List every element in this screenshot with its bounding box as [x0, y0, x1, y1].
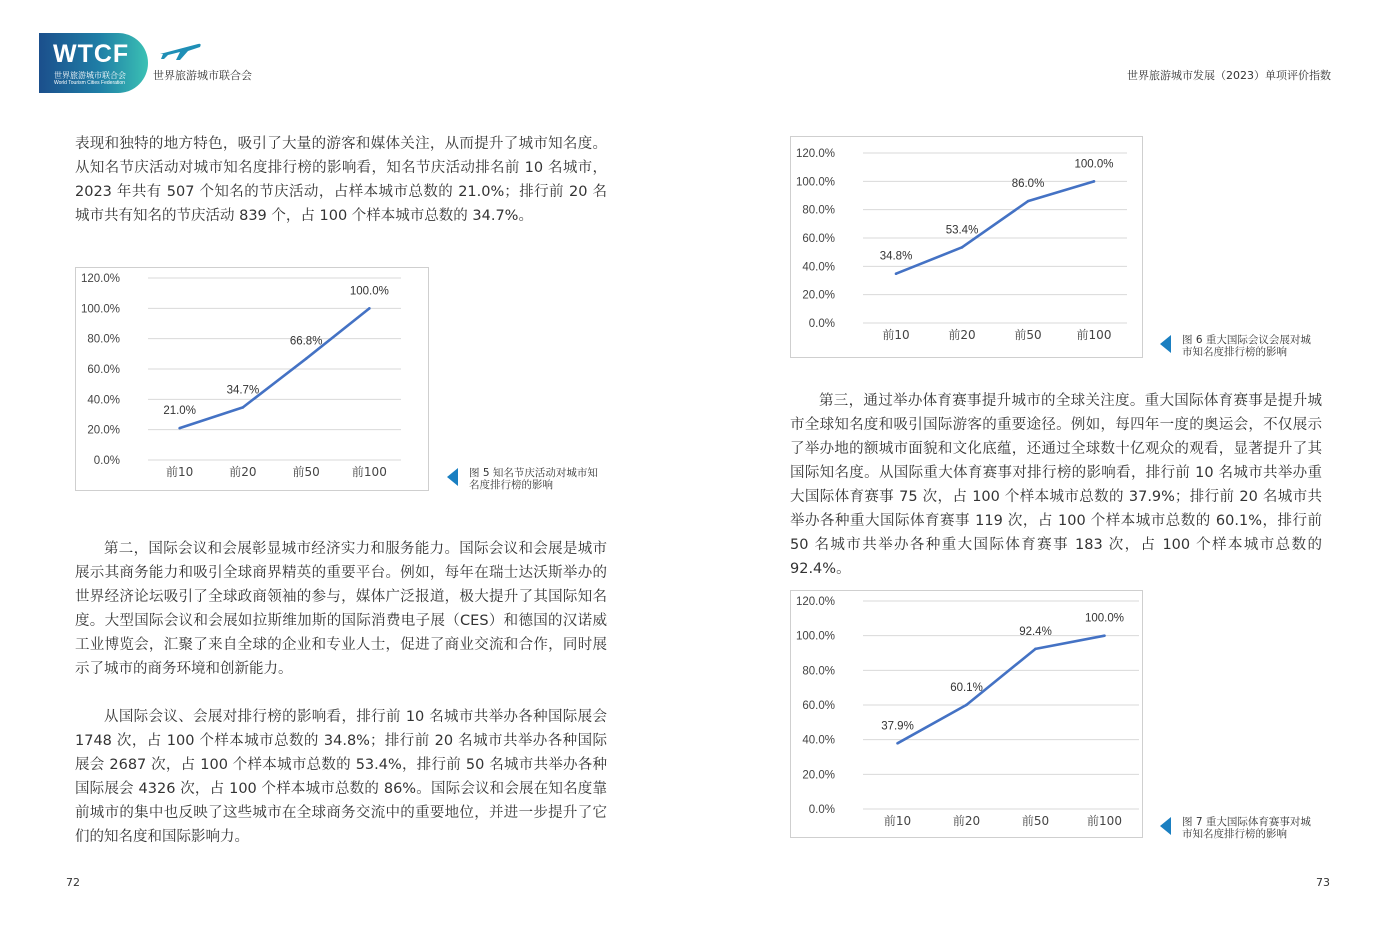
data-point: [242, 406, 245, 409]
x-tick-label: 前10: [882, 328, 910, 342]
fig7-caption-text: 图 7 重大国际体育赛事对城市知名度排行榜的影响: [1182, 816, 1311, 840]
y-tick-label: 120.0%: [795, 596, 835, 608]
data-label: 37.9%: [881, 720, 914, 733]
fig6-caption-text: 图 6 重大国际会议会展对城市知名度排行榜的影响: [1182, 334, 1311, 358]
data-point: [178, 427, 181, 430]
y-tick-label: 60.0%: [802, 700, 835, 712]
chart-fig5-svg: [76, 268, 428, 490]
caption-triangle-icon: [1160, 817, 1171, 835]
data-point: [965, 704, 968, 707]
chart-fig5: [75, 267, 429, 491]
y-tick-label: 0.0%: [93, 455, 120, 467]
chart-fig6-svg: [791, 137, 1142, 357]
series-line: [896, 181, 1094, 273]
y-tick-label: 80.0%: [802, 665, 835, 678]
x-tick-label: 前50: [1014, 328, 1042, 342]
data-point: [961, 246, 964, 249]
data-label: 100.0%: [1074, 158, 1114, 171]
chart-fig7-svg: [791, 591, 1142, 837]
fig5-caption-text: 图 5 知名节庆活动对城市知名度排行榜的影响: [469, 467, 598, 491]
x-tick-label: 前50: [1021, 814, 1050, 828]
y-tick-label: 80.0%: [802, 204, 835, 217]
y-tick-label: 60.0%: [87, 364, 120, 376]
caption-triangle-icon: [447, 468, 458, 486]
data-label: 100.0%: [349, 285, 389, 298]
data-label: 66.8%: [289, 335, 323, 348]
data-label: 100.0%: [1084, 612, 1125, 625]
data-point: [1034, 648, 1037, 651]
fig6-caption: [1160, 334, 1317, 358]
y-tick-label: 40.0%: [802, 734, 835, 747]
y-tick-label: 20.0%: [802, 289, 835, 302]
x-tick-label: 前10: [883, 814, 912, 828]
y-tick-label: 100.0%: [795, 176, 835, 189]
chart-fig7: [790, 590, 1143, 838]
data-label: 86.0%: [1011, 178, 1045, 191]
data-point: [1103, 634, 1106, 637]
y-tick-label: 120.0%: [795, 148, 835, 160]
wtcf-logo: [39, 33, 148, 93]
airplane-icon: [158, 40, 202, 62]
fig7-caption: [1160, 816, 1317, 840]
data-point: [1093, 180, 1096, 183]
x-tick-label: 前20: [948, 328, 976, 342]
x-tick-label: 前10: [165, 465, 194, 479]
x-tick-label: 前100: [1087, 814, 1122, 828]
series-line: [180, 308, 370, 428]
data-label: 60.1%: [950, 681, 983, 694]
data-label: 53.4%: [945, 224, 979, 237]
x-tick-label: 前50: [292, 465, 320, 479]
x-tick-label: 前100: [1076, 328, 1112, 342]
y-tick-label: 60.0%: [802, 233, 835, 245]
y-tick-label: 20.0%: [802, 769, 835, 782]
y-tick-label: 120.0%: [80, 273, 120, 285]
fig5-caption: [447, 467, 604, 491]
y-tick-label: 100.0%: [795, 630, 835, 643]
data-label: 92.4%: [1019, 625, 1052, 638]
data-label: 34.7%: [226, 384, 260, 397]
y-tick-label: 0.0%: [808, 804, 835, 816]
data-point: [896, 742, 899, 745]
paragraph-festival: 表现和独特的地方特色，吸引了大量的游客和媒体关注，从而提升了城市知名度。从知名节庆活动对城市知名度排行榜的影响看，知名节庆活动排名前 10 名城市，2023 年共有 507 个知名的节庆活动，占样本城市总数的 21.0%；排行前 20 名城市共有知名的节庆活动 839 个，占 100 个样本城市总数的 34.7%。: [75, 136, 607, 224]
y-tick-label: 0.0%: [808, 318, 835, 330]
logo-cn-text: 世界旅游城市联合会: [54, 71, 126, 80]
org-name: 世界旅游城市联合会: [153, 69, 252, 82]
x-tick-label: 前100: [351, 465, 387, 479]
paragraph-conference: 第二，国际会议和会展彰显城市经济实力和服务能力。国际会议和会展是城市展示其商务能力和吸引全球商界精英的重要平台。例如，每年在瑞士达沃斯举办的世界经济论坛吸引了全球政商领袖的参与，媒体广泛报道，极大提升了其国际知名度。大型国际会议和会展如拉斯维加斯的国际消费电子展（CES）和德国的汉诺威工业博览会，汇聚了来自全球的企业和专业人士，促进了商业交流和合作，同时展示了城市的商务环境和创新能力。: [75, 541, 607, 677]
data-label: 34.8%: [879, 250, 913, 263]
page-number-left: 72: [66, 876, 80, 889]
y-tick-label: 40.0%: [802, 261, 835, 274]
data-point: [368, 307, 371, 310]
data-point: [895, 272, 898, 275]
logo-en-text: World Tourism Cities Federation: [54, 80, 125, 86]
x-tick-label: 前20: [229, 465, 257, 479]
y-tick-label: 20.0%: [87, 424, 120, 437]
logo-text: WTCF: [53, 40, 130, 68]
y-tick-label: 80.0%: [87, 333, 120, 346]
data-label: 21.0%: [163, 405, 196, 418]
report-title: 世界旅游城市发展（2023）单项评价指数: [1127, 69, 1331, 82]
series-line: [898, 636, 1105, 744]
page-number-right: 73: [1316, 876, 1330, 889]
chart-fig6: [790, 136, 1143, 358]
data-point: [305, 357, 308, 360]
data-point: [1027, 200, 1030, 203]
paragraph-conference-impact: 从国际会议、会展对排行榜的影响看，排行前 10 名城市共举办各种国际展会 1748 次，占 100 个样本城市总数的 34.8%；排行前 20 名城市共举办各种国际展会 2687 次，占 100 个样本城市总数的 53.4%，排行前 50 名城市共举办各种国际展会 4326 次，占 100 个样本城市总数的 86%。国际会议和会展在知名度靠前城市的集中也反映了这些城市在全球商务交流中的重要地位，并进一步提升了它们的知名度和国际影响力。: [75, 709, 607, 845]
paragraph-sports: 第三，通过举办体育赛事提升城市的全球关注度。重大国际体育赛事是提升城市全球知名度和吸引国际游客的重要途径。例如，每四年一度的奥运会，不仅展示了举办地的额城市面貌和文化底蕴，还通过全球数十亿观众的观看，显著提升了其国际知名度。从国际重大体育赛事对排行榜的影响看，排行前 10 名城市共举办重大国际体育赛事 75 次，占 100 个样本城市总数的 37.9%；排行前 20 名城市共举办各种重大国际体育赛事 119 次，占 100 个样本城市总数的 60.1%，排行前 50 名城市共举办各种重大国际体育赛事 183 次，占 100 个样本城市总数的 92.4%。: [790, 393, 1322, 577]
y-tick-label: 100.0%: [80, 303, 120, 316]
caption-triangle-icon: [1160, 335, 1171, 353]
x-tick-label: 前20: [952, 814, 981, 828]
y-tick-label: 40.0%: [87, 394, 120, 407]
